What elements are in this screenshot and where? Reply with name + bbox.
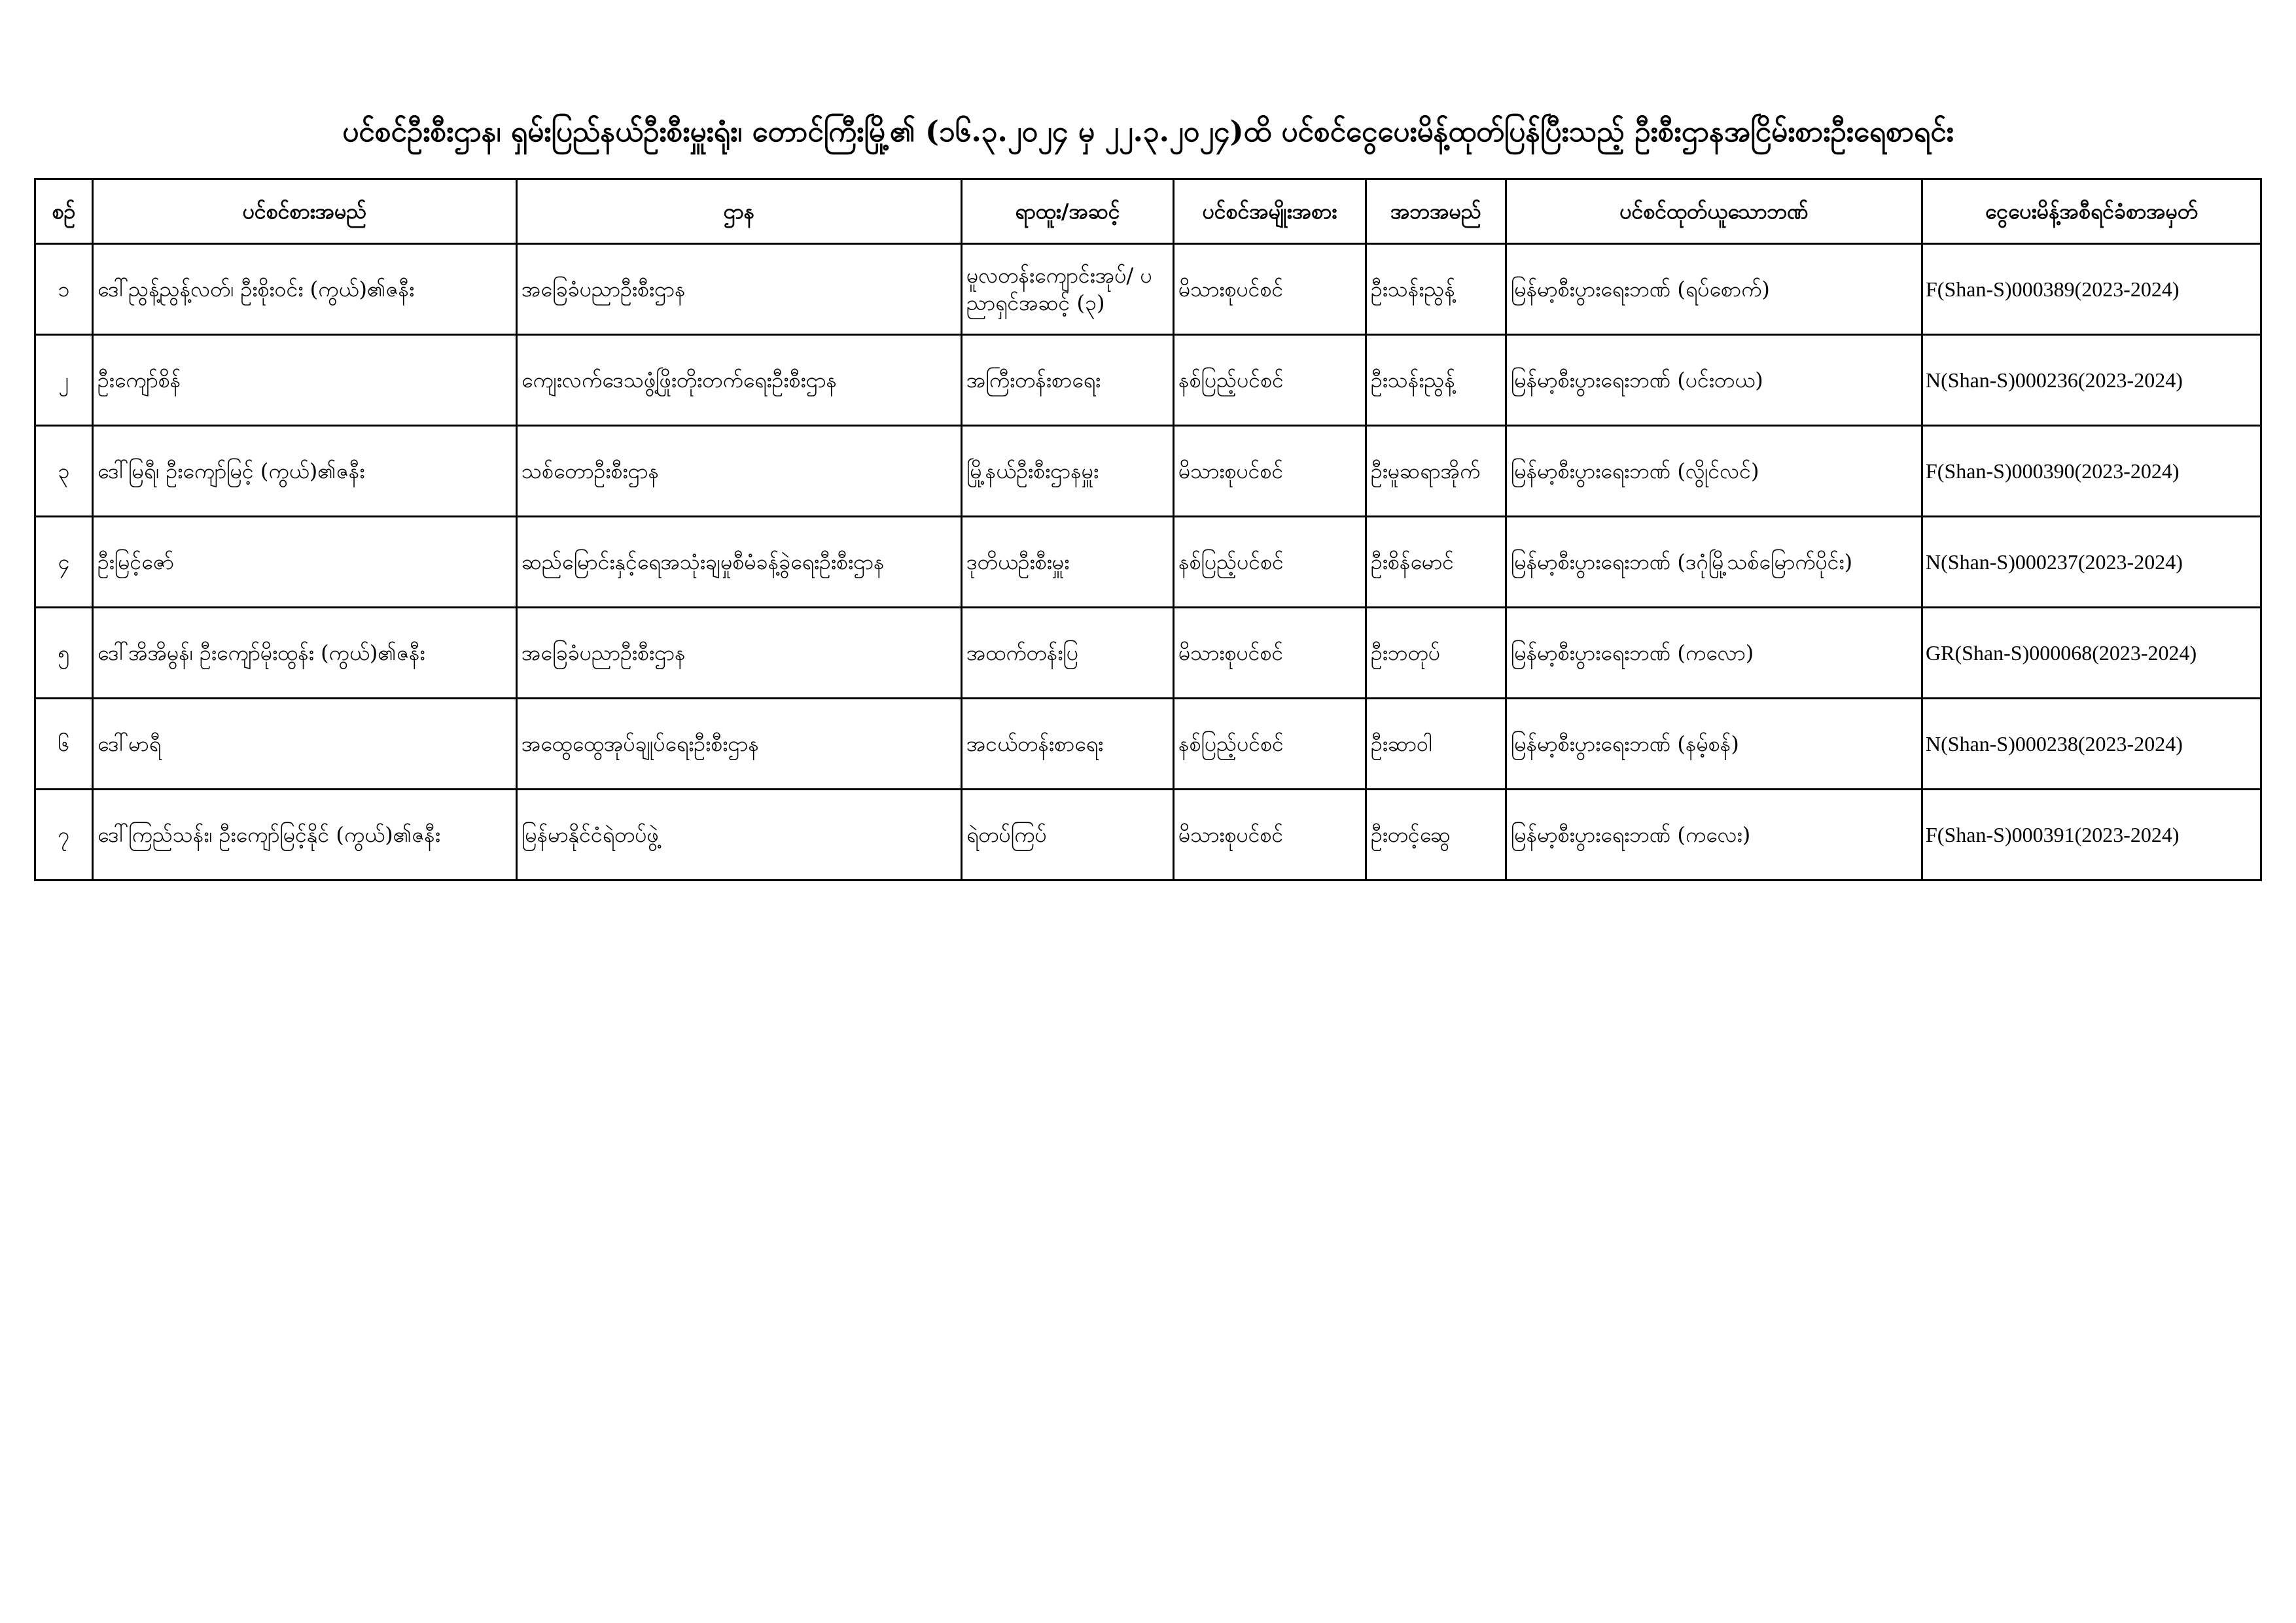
- cell-pensioner-name: ဒေါ်ညွန့်ညွန့်လတ်၊ ဦးစိုးဝင်း (ကွယ်)၏ဇနီး: [93, 244, 517, 335]
- cell-father-name: ဦးဘတုပ်: [1366, 608, 1506, 699]
- cell-department: မြန်မာနိုင်ငံရဲတပ်ဖွဲ့: [517, 790, 962, 881]
- cell-serial: ၄: [35, 517, 93, 608]
- header-department: ဌာန: [517, 179, 962, 244]
- cell-bank: မြန်မာ့စီးပွားရေးဘဏ် (ပင်းတယ): [1506, 335, 1922, 426]
- page-title: ပင်စင်ဦးစီးဌာန၊ ရှမ်းပြည်နယ်ဦးစီးမှူးရုံး၊ တောင်ကြီးမြို့၏ (၁၆.၃.၂၀၂၄ မှ ၂၂.၃.၂၀၂၄)ထိ ပင်စင်ငွေပေးမိန့်ထုတ်ပြန်ပြီးသည့် ဦးစီးဌာနအငြိမ်းစားဦးရေစာရင်း: [342, 115, 1954, 148]
- header-father-name: အဘအမည်: [1366, 179, 1506, 244]
- cell-pensioner-name: ဒေါ်အိအိမွန်၊ ဦးကျော်မိုးထွန်း (ကွယ်)၏ဇနီး: [93, 608, 517, 699]
- cell-father-name: ဦးစိန်မောင်: [1366, 517, 1506, 608]
- cell-pensioner-name: ဦးကျော်စိန်: [93, 335, 517, 426]
- header-bank: ပင်စင်ထုတ်ယူသောဘဏ်: [1506, 179, 1922, 244]
- cell-father-name: ဦးမူဆရာအိုက်: [1366, 426, 1506, 517]
- cell-pensioner-name: ဒေါ်မြရီ၊ ဦးကျော်မြင့် (ကွယ်)၏ဇနီး: [93, 426, 517, 517]
- cell-rank: မြို့နယ်ဦးစီးဌာနမှူး: [962, 426, 1174, 517]
- cell-father-name: ဦးသန်းညွန့်: [1366, 244, 1506, 335]
- table-row: [35, 244, 2261, 335]
- cell-rank: အကြီးတန်းစာရေး: [962, 335, 1174, 426]
- cell-pension-type: နစ်ပြည့်ပင်စင်: [1174, 335, 1366, 426]
- cell-serial: ၃: [35, 426, 93, 517]
- cell-serial: ၁: [35, 244, 93, 335]
- cell-rank: ရဲတပ်ကြပ်: [962, 790, 1174, 881]
- table-row: [35, 608, 2261, 699]
- cell-pension-type: မိသားစုပင်စင်: [1174, 608, 1366, 699]
- cell-pension-type: နစ်ပြည့်ပင်စင်: [1174, 517, 1366, 608]
- cell-report-number: F(Shan-S)000391(2023-2024): [1922, 790, 2261, 881]
- cell-rank: ဒုတိယဦးစီးမှူး: [962, 517, 1174, 608]
- cell-pension-type: နစ်ပြည့်ပင်စင်: [1174, 699, 1366, 790]
- cell-bank: မြန်မာ့စီးပွားရေးဘဏ် (ကလော): [1506, 608, 1922, 699]
- cell-pension-type: မိသားစုပင်စင်: [1174, 244, 1366, 335]
- cell-report-number: N(Shan-S)000238(2023-2024): [1922, 699, 2261, 790]
- cell-rank: အငယ်တန်းစာရေး: [962, 699, 1174, 790]
- cell-report-number: N(Shan-S)000236(2023-2024): [1922, 335, 2261, 426]
- cell-pension-type: မိသားစုပင်စင်: [1174, 790, 1366, 881]
- table-row: [35, 790, 2261, 881]
- cell-rank: မူလတန်းကျောင်းအုပ်/ ပညာရှင်အဆင့် (၃): [962, 244, 1174, 335]
- table-row: [35, 335, 2261, 426]
- cell-report-number: F(Shan-S)000390(2023-2024): [1922, 426, 2261, 517]
- pensioner-table: [34, 178, 2262, 881]
- cell-department: ဆည်မြောင်းနှင့်ရေအသုံးချမှုစီမံခန့်ခွဲရေးဦးစီးဌာန: [517, 517, 962, 608]
- header-pension-type: ပင်စင်အမျိုးအစား: [1174, 179, 1366, 244]
- cell-department: အခြေခံပညာဦးစီးဌာန: [517, 244, 962, 335]
- header-rank: ရာထူး/အဆင့်: [962, 179, 1174, 244]
- table-row: [35, 517, 2261, 608]
- cell-bank: မြန်မာ့စီးပွားရေးဘဏ် (နမ့်စန်): [1506, 699, 1922, 790]
- table-row: [35, 426, 2261, 517]
- cell-department: ကျေးလက်ဒေသဖွံ့ဖြိုးတိုးတက်ရေးဦးစီးဌာန: [517, 335, 962, 426]
- cell-department: အထွေထွေအုပ်ချုပ်ရေးဦးစီးဌာန: [517, 699, 962, 790]
- cell-father-name: ဦးသန်းညွန့်: [1366, 335, 1506, 426]
- table-header-row: [35, 179, 2261, 244]
- cell-report-number: F(Shan-S)000389(2023-2024): [1922, 244, 2261, 335]
- cell-pensioner-name: ဒေါ်ကြည်သန်း၊ ဦးကျော်မြင့်နိုင် (ကွယ်)၏ဇနီး: [93, 790, 517, 881]
- cell-department: အခြေခံပညာဦးစီးဌာန: [517, 608, 962, 699]
- cell-pensioner-name: ဦးမြင့်ဇော်: [93, 517, 517, 608]
- cell-pensioner-name: ဒေါ်မာရီ: [93, 699, 517, 790]
- cell-bank: မြန်မာ့စီးပွားရေးဘဏ် (ဒဂုံမြို့သစ်မြောက်ပိုင်း): [1506, 517, 1922, 608]
- cell-serial: ၅: [35, 608, 93, 699]
- header-pensioner-name: ပင်စင်စားအမည်: [93, 179, 517, 244]
- cell-father-name: ဦးတင့်ဆွေ: [1366, 790, 1506, 881]
- cell-father-name: ဦးဆာဝါ: [1366, 699, 1506, 790]
- cell-rank: အထက်တန်းပြ: [962, 608, 1174, 699]
- cell-department: သစ်တောဦးစီးဌာန: [517, 426, 962, 517]
- table-row: [35, 699, 2261, 790]
- header-serial: စဉ်: [35, 179, 93, 244]
- cell-serial: ၂: [35, 335, 93, 426]
- cell-serial: ၆: [35, 699, 93, 790]
- cell-bank: မြန်မာ့စီးပွားရေးဘဏ် (လွိုင်လင်): [1506, 426, 1922, 517]
- header-report-number: ငွေပေးမိန့်အစီရင်ခံစာအမှတ်: [1922, 179, 2261, 244]
- cell-bank: မြန်မာ့စီးပွားရေးဘဏ် (ကလေး): [1506, 790, 1922, 881]
- cell-report-number: GR(Shan-S)000068(2023-2024): [1922, 608, 2261, 699]
- cell-bank: မြန်မာ့စီးပွားရေးဘဏ် (ရပ်စောက်): [1506, 244, 1922, 335]
- cell-serial: ၇: [35, 790, 93, 881]
- cell-report-number: N(Shan-S)000237(2023-2024): [1922, 517, 2261, 608]
- cell-pension-type: မိသားစုပင်စင်: [1174, 426, 1366, 517]
